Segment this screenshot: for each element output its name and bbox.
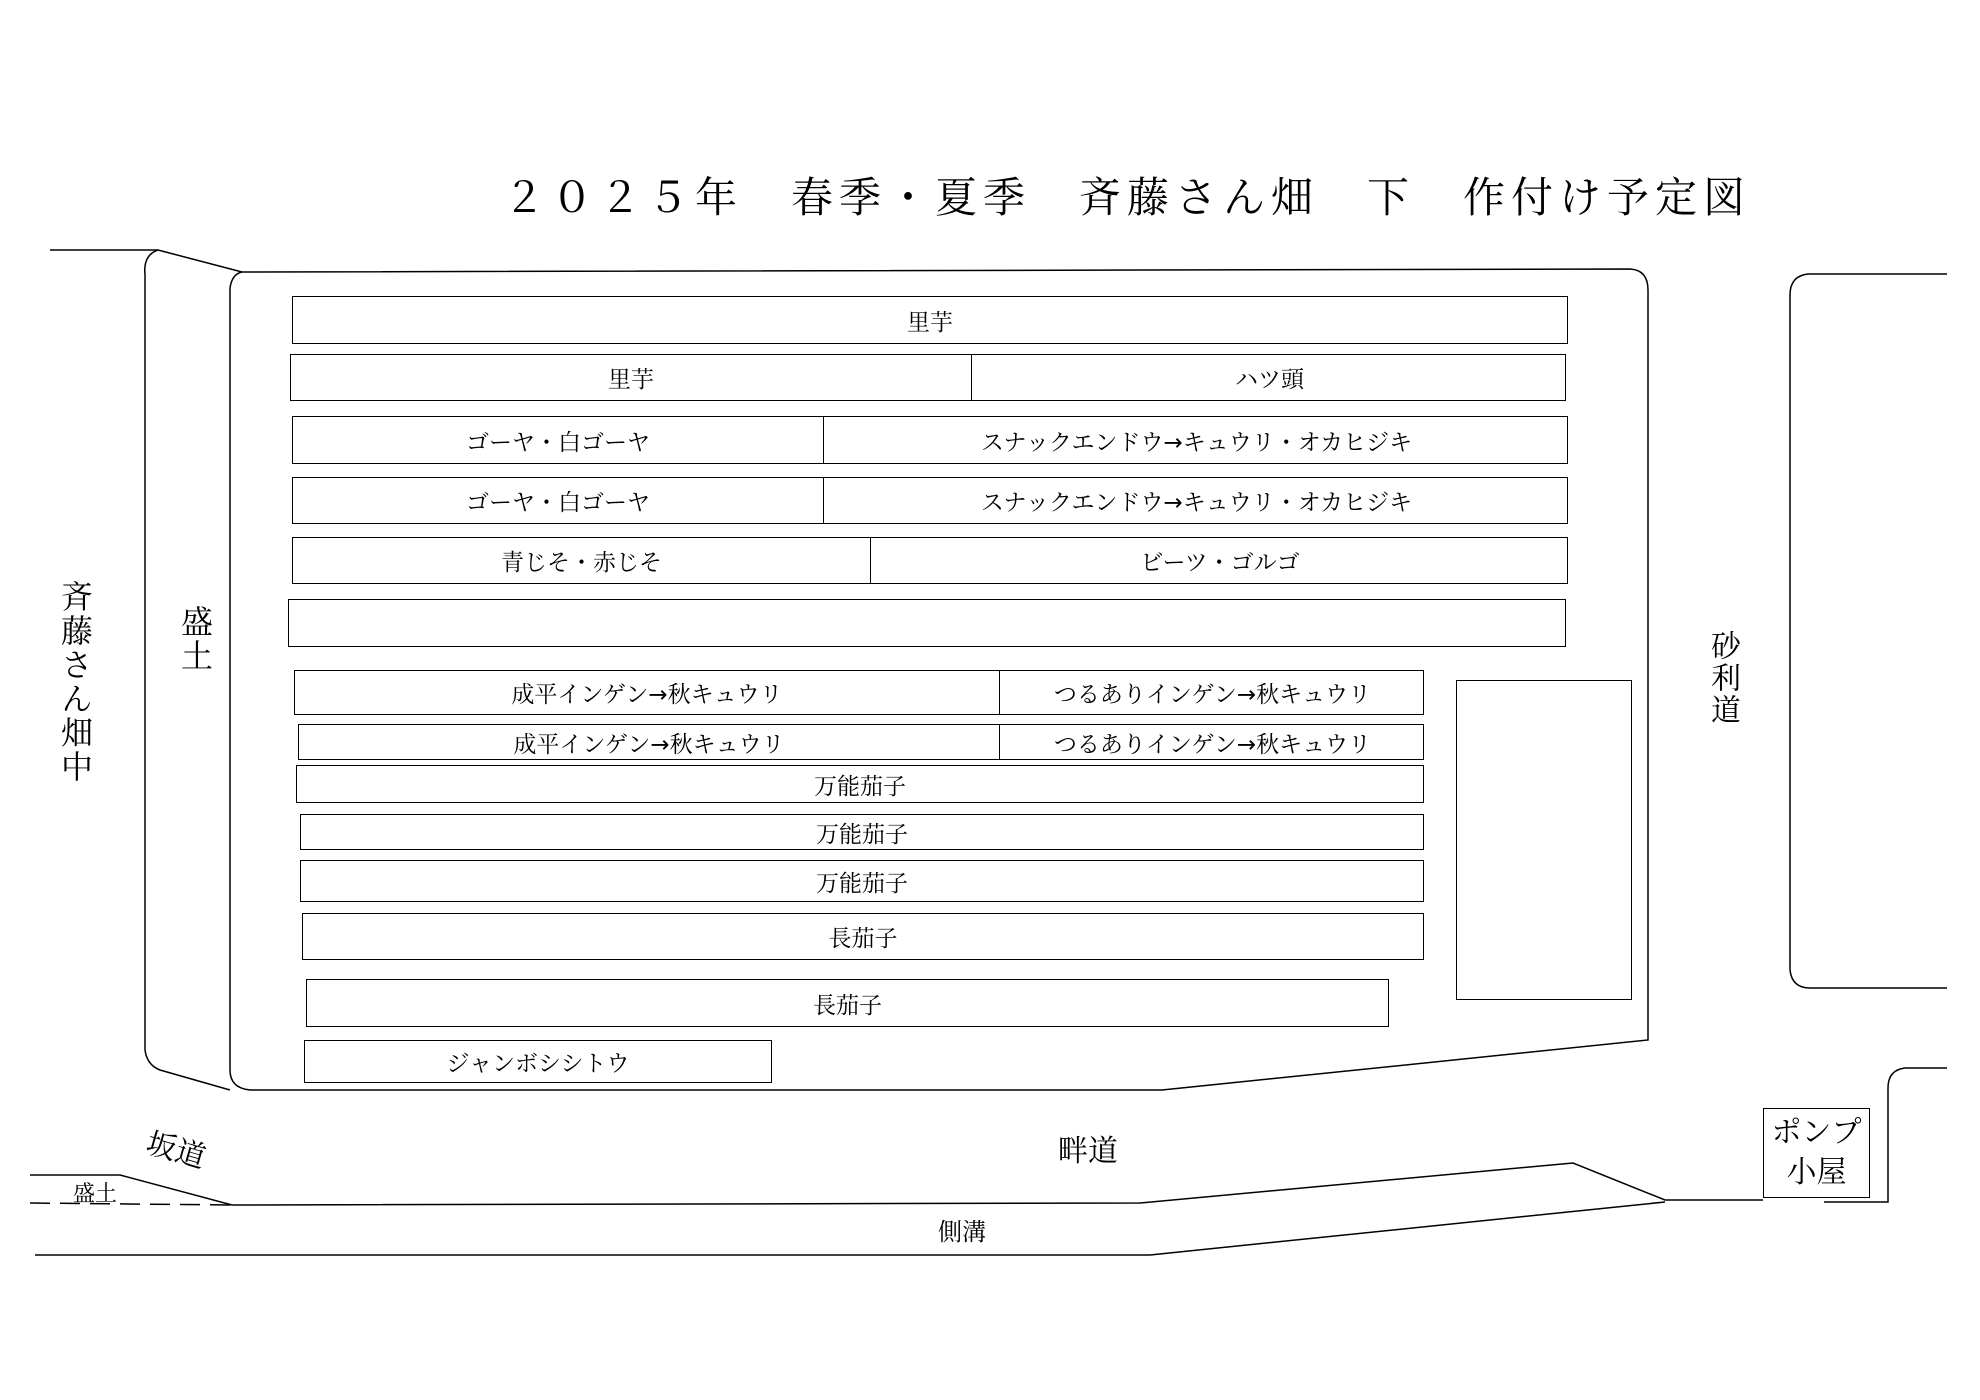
bed-cell: 万能茄子 [816, 870, 908, 897]
bed-cell: ビーツ・ゴルゴ [870, 538, 1569, 583]
path-upper-line [30, 1163, 1763, 1205]
bed-cell: 里芋 [608, 367, 654, 393]
bed-cell: ゴーヤ・白ゴーヤ [466, 490, 650, 516]
bed-cell: 成平インゲン→秋キュウリ [511, 682, 783, 708]
mound-top-edge [158, 250, 242, 272]
bed-row-4 [292, 477, 1568, 524]
bed-cell [289, 600, 1565, 646]
pump-shed-label: ポンプ 小屋 [1771, 1115, 1862, 1190]
bed-cell: 長茄子 [828, 926, 898, 952]
bed-row-5 [292, 537, 1568, 584]
bed-cell: ゴーヤ・白ゴーヤ [466, 429, 650, 456]
bed-cell: つるありインゲン→秋キュウリ [999, 725, 1425, 759]
bed-row-11 [300, 860, 1424, 902]
bed-row-12 [302, 913, 1424, 960]
mound-label: 盛土 [176, 605, 214, 673]
gravel-road-block [1790, 274, 1947, 988]
bed-row-2 [290, 354, 1566, 401]
bed-cell: 成平インゲン→秋キュウリ [513, 731, 785, 758]
bed-row-14 [304, 1040, 772, 1083]
path-lower-line [35, 1202, 1665, 1255]
bed-row-8 [298, 724, 1424, 760]
bed-row-7 [294, 670, 1424, 715]
page-title: ２０２５年 春季・夏季 斉藤さん畑 下 作付け予定図 [503, 173, 1752, 222]
bed-cell: 里芋 [907, 309, 953, 336]
bed-row-6 [288, 599, 1566, 647]
bed-row-1 [292, 296, 1568, 344]
bed-cell: 万能茄子 [816, 821, 908, 848]
bed-cell: 長茄子 [813, 992, 882, 1019]
bed-row-13 [306, 979, 1389, 1027]
bed-cell: つるありインゲン→秋キュウリ [999, 671, 1425, 714]
bed-cell: 青じそ・赤じそ [501, 550, 662, 576]
ditch-label: 側溝 [938, 1218, 986, 1246]
bed-cell: ジャンボシシトウ [446, 1051, 630, 1077]
pump-shed [1763, 1108, 1870, 1198]
mound-dashed-line [30, 1203, 232, 1205]
bed-row-10 [300, 814, 1424, 850]
bed-cell: ハツ頭 [971, 355, 1567, 400]
bed-cell: スナックエンドウ→キュウリ・オカヒジキ [823, 478, 1569, 523]
field-path-label: 畔道 [1058, 1134, 1118, 1169]
bed-cell: 万能茄子 [814, 773, 906, 800]
bed-row-3 [292, 416, 1568, 464]
empty-plot [1456, 680, 1632, 1000]
slope-label: 坂道 [142, 1125, 210, 1176]
bed-row-9 [296, 765, 1424, 803]
bed-cell: スナックエンドウ→キュウリ・オカヒジキ [823, 417, 1569, 463]
gravel-road-label: 砂利道 [1705, 630, 1740, 726]
small-mound-label: 盛土 [73, 1182, 118, 1207]
left-field-label: 斉藤さん畑中 [56, 580, 94, 784]
